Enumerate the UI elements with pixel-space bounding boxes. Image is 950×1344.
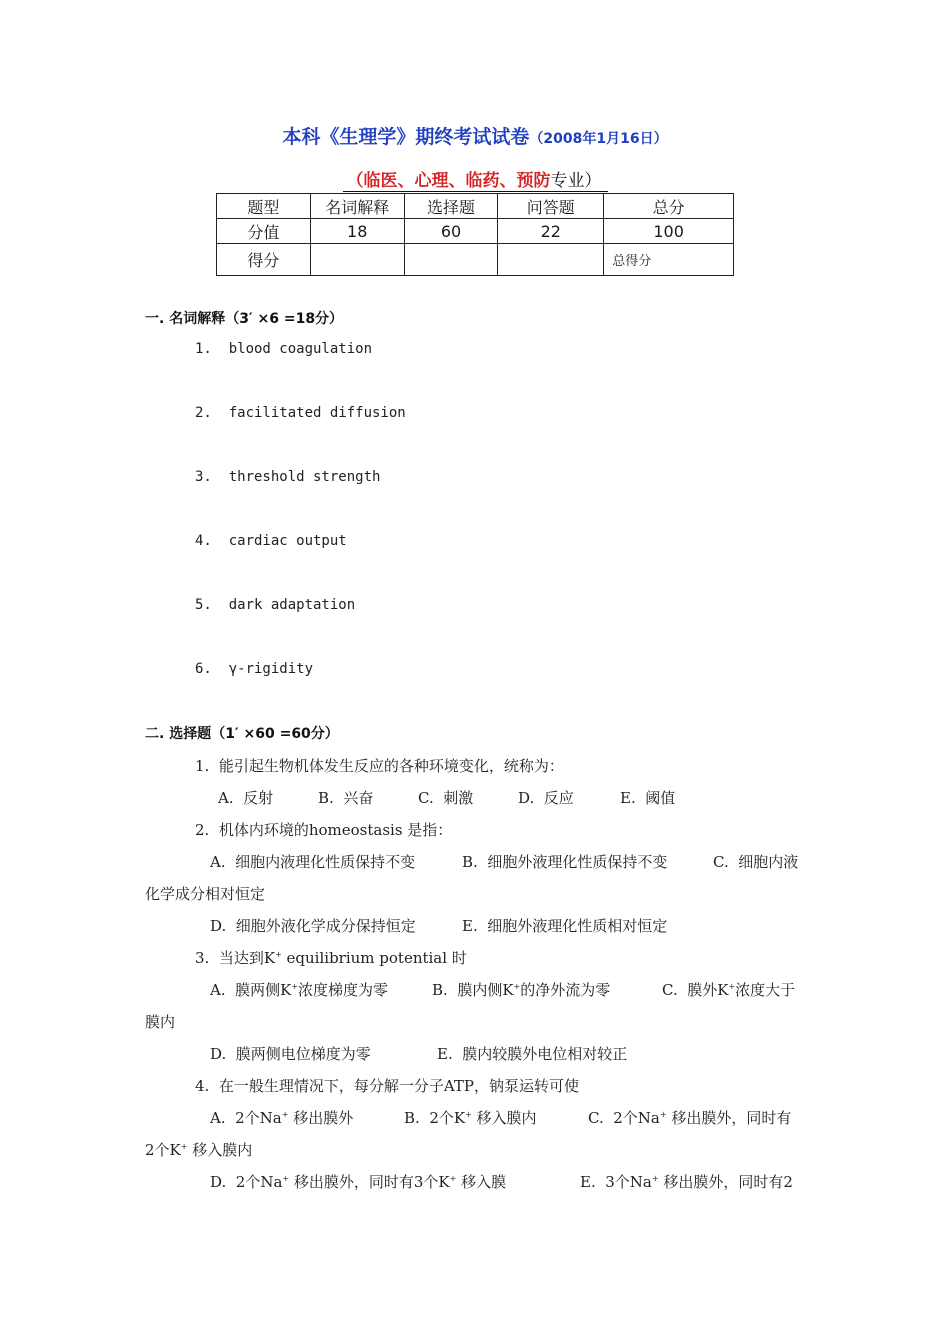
table-row-points xyxy=(217,219,734,244)
cell-points-qa: 22 xyxy=(498,219,604,244)
q2-stem: 2. 机体内环境的homeostasis 是指： xyxy=(195,821,453,839)
cell-score-qa xyxy=(498,244,604,276)
cell-type-terms: 名词解释 xyxy=(310,194,404,219)
score-table xyxy=(216,193,734,276)
term-item-6: 6. γ-rigidity xyxy=(195,661,314,677)
q2-option-e: E. 细胞外液理化性质相对恒定 xyxy=(462,917,668,935)
q1-option-b: B. 兴奋 xyxy=(318,789,374,807)
section1-heading: 一. 名词解释（3′ ×6 =18分） xyxy=(145,311,344,327)
q1-option-a: A. 反射 xyxy=(218,789,274,807)
q1-option-c: C. 刺激 xyxy=(418,789,474,807)
term-item-1: 1. blood coagulation xyxy=(195,341,373,357)
cell-score-total: 总得分 xyxy=(604,244,734,276)
term-item-2: 2. facilitated diffusion xyxy=(195,405,406,421)
q4-option-d: D. 2个Na+ 移出膜外，同时有3个K+ 移入膜 xyxy=(210,1173,507,1191)
term-item-5: 5. dark adaptation xyxy=(195,597,356,613)
q3-stem: 3. 当达到K+ equilibrium potential 时 xyxy=(195,949,467,967)
q4-stem: 4. 在一般生理情况下，每分解一分子ATP，钠泵运转可使 xyxy=(195,1077,579,1095)
table-row-types xyxy=(217,194,734,219)
q2-option-b: B. 细胞外液理化性质保持不变 xyxy=(462,853,668,871)
exam-title xyxy=(0,122,950,149)
q4-option-c-cont: 2个K+ 移入膜内 xyxy=(145,1141,253,1159)
cell-points-choice: 60 xyxy=(404,219,498,244)
q3-option-d: D. 膜两侧电位梯度为零 xyxy=(210,1045,371,1063)
cell-type-qa: 问答题 xyxy=(498,194,604,219)
exam-date: （2008年1月16日） xyxy=(529,131,668,147)
q1-stem: 1. 能引起生物机体发生反应的各种环境变化，统称为： xyxy=(195,757,564,775)
cell-type-choice: 选择题 xyxy=(404,194,498,219)
majors-list: 临医、心理、临药、预防 xyxy=(363,171,551,191)
q4-option-a: A. 2个Na+ 移出膜外 xyxy=(210,1109,354,1127)
q1-option-e: E. 阈值 xyxy=(620,789,676,807)
q2-option-c-cont: 化学成分相对恒定 xyxy=(145,885,266,903)
q2-option-a: A. 细胞内液理化性质保持不变 xyxy=(210,853,416,871)
cell-points-terms: 18 xyxy=(310,219,404,244)
q3-option-c: C. 膜外K+浓度大于 xyxy=(662,981,796,999)
term-item-4: 4. cardiac output xyxy=(195,533,347,549)
q4-option-c: C. 2个Na+ 移出膜外，同时有 xyxy=(588,1109,792,1127)
cell-points-total: 100 xyxy=(604,219,734,244)
cell-type-total: 总分 xyxy=(604,194,734,219)
section2-heading: 二. 选择题（1′ ×60 =60分） xyxy=(145,726,339,742)
q3-option-b: B. 膜内侧K+的净外流为零 xyxy=(432,981,611,999)
q3-option-a: A. 膜两侧K+浓度梯度为零 xyxy=(210,981,389,999)
table-row-scores xyxy=(217,244,734,276)
term-item-3: 3. threshold strength xyxy=(195,469,381,485)
q2-option-c: C. 细胞内液 xyxy=(713,853,799,871)
cell-type-label: 题型 xyxy=(217,194,311,219)
majors-suffix: 专业） xyxy=(550,171,602,191)
q4-option-e: E. 3个Na+ 移出膜外，同时有2 xyxy=(580,1173,793,1191)
cell-points-label: 分值 xyxy=(217,219,311,244)
cell-score-label: 得分 xyxy=(217,244,311,276)
title-text: 本科《生理学》期终考试试卷 xyxy=(282,126,530,148)
q2-option-d: D. 细胞外液化学成分保持恒定 xyxy=(210,917,416,935)
majors-line xyxy=(0,166,950,192)
cell-score-terms xyxy=(310,244,404,276)
q1-option-d: D. 反应 xyxy=(518,789,574,807)
q3-option-c-cont: 膜内 xyxy=(145,1013,176,1031)
q3-option-e: E. 膜内较膜外电位相对较正 xyxy=(437,1045,628,1063)
q4-option-b: B. 2个K+ 移入膜内 xyxy=(404,1109,537,1127)
cell-score-choice xyxy=(404,244,498,276)
majors-prefix: （ xyxy=(346,171,364,191)
